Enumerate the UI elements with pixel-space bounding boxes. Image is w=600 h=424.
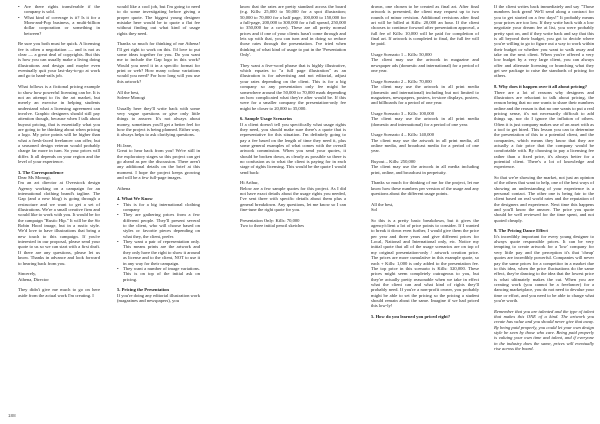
usage-heading: Usage Scenario 1 – Kills: 50,000 [371, 52, 432, 58]
paragraph: If you're doing any editorial illustration work (magazines and newspapers), you [117, 292, 200, 303]
bullet-list [18, 4, 100, 36]
paragraph: The client may use the artwork in all print media (domestic and international) for a period of one year. [371, 116, 479, 127]
paragraph: Solene Monogi [117, 94, 146, 100]
paragraph: drawn, one chosen to be created as final art. After final artwork is presented, the client may request up to two rounds of minor revision. Additional revisions after final art will be billed at Kills: 20,000 an hour. If the client chooses to continue forward after presentation approval, a full fee of Kills: 10,000 will be paid for completion of final art. If artwork is completed to final, the full fee will be paid. [371, 4, 479, 47]
paragraph: If the client writes back immediately and say "Those numbers look great! We'll send along a contract for you to get started on a few days!" It probably means your prices are too low. If they write back with a low negotiate your dream fee at list, you were probably pretty spot on, and if they write back and say that this is all beyond their budget, you got to decide where you're willing to go to figure out a way to work within their budget or whether you want to walk away and take on the next client. When you're offered a very low budget by a very large client, you can always offer and alternate licensing or branching what they get see package to raise the standards of pricing for others. [494, 4, 594, 79]
column-2 [117, 4, 200, 309]
paragraph: Hi Arthur, [240, 180, 259, 186]
list-item: • What kind of coverage is it? Is it for a Mom-and-Pop business, a multi-billion dollar corporation or something in between? [18, 15, 100, 36]
paragraph: The client may use the artwork in all print media, all online media, and broadcast media for a period of one year. [371, 137, 479, 154]
usage-heading: Usage Scenario 3 – Kills: 100,000 [371, 110, 435, 116]
list-item: • This is for a big international clothing company [117, 202, 200, 213]
column-3 [240, 4, 346, 234]
paragraph: Thanks so much for thinking of me Athena! I'll get right to work on this. I'd love to put some ideas together for you. Do you want me to include the Gap logo in this work? Would you need it in a specific format for print or web? How many colour variations would you need? For how long will you use this artwork? [117, 41, 200, 84]
paragraph: So that we're showing the market, not just an opinion of the others that want to help, one of the best ways of showing an understanding of your experience is a personal contact. The other one is being fair to the client based on real world rates and the reputation of the designers and experience. Next time this happens and you'll know the answer. The price you quote should be well reviewed for the time spent, and not quoted cheaply. [494, 175, 594, 223]
paragraph: Below are a few sample quotes for this project. As I did not have exact details about the usage rights you needed, I've sent three with specific details about them plus a general breakdown. Any questions, let me know so I can fine-tune the right quote for you. [240, 185, 346, 213]
paragraph: The client may use the artwork in all print media (domestic and international) including but not limited to magazines, newspapers, posters, in-store displays, posters, and billboards for a period of one year. [371, 84, 479, 106]
paragraph: It's incredibly important for every young designer to always quote responsible prices. It can be very tempting to create artwork for a 'low' company for very little pay and the perception it's that 'cheap' quotes are incredibly powerful. Companies will never pay the same prices for a competitor in a market due to this idea, when the price fluctuations do the same effect, they're dancing to the idea that the lowest price is what ultimately makes the cut. When you are creating work (you cannot be a freelancer) for a dancing marketplace, you do not need to devalue your time or effort, and you need to be able to charge what you're worth. [494, 233, 594, 303]
paragraph: Two to three initial pencil sketches [240, 223, 305, 229]
section-heading: 3. The Correspondence [18, 169, 64, 175]
paragraph: Thanks so much for thinking of me for the project, let me know how these numbers per version of the usage and any questions about the different usage points. [371, 180, 479, 197]
paragraph: They want a five-word phrase that is highly illustrative, which equates to "a full page illustration" as an illustration is for advertising and not editorial, adjust your rates depending on the client. This is for a big company so any presentation only fee might be somewhere around the 50,000 to 70,000 mark depending on how complicated what they're after would be. If this were for a smaller company the presentation-only fee might be closer to 20,000 to 35,000. [240, 62, 346, 111]
page-number: 188 [8, 413, 16, 418]
paragraph: Be sure you both must be quick. A licensing fee is often a negotiation — and is not as clear — a great deal of copyrights. But this is how you can usually make a living doing illustrations and design and maybe even eventually quit your last-day-to-go at work and go to hand-rails job. [18, 41, 100, 79]
paragraph: If a client doesn't tell you specifically what usage rights they need, you should make sure there's a quote that is representative for this situation. I'm definitely going to pay a fee based on the length of time they need it, plus some general examples of what comes with the overall artwork commission. When you send your quotes, it should be broken down, as clearly as possible so there is no confusion as to what the client is paying for in each stage of rights licensing. This would be the quote I would send back: [240, 121, 346, 175]
usage-heading: Buyout – Kills: 250,000 [371, 158, 416, 164]
paragraph: Dear Ms Monogi, [18, 175, 51, 180]
paragraph: Sol [371, 207, 378, 213]
list-item: • They want a pair of representation only. This means prints are the artwork and they only have the right to show it around as license and to the client, NOT to use it in any way for their campaign. [117, 239, 200, 266]
paragraph: The client may use the artwork in all media including print, online, and broadcast in perpetuity. [371, 164, 479, 175]
section-heading: 5. How do you learned you priced right? [371, 313, 451, 319]
paragraph: There are a lot of reasons why designers and illustrators are reluctant to talk about pricing, the reason being that no one wants to share their numbers online and the reason is that no one wants to put a real pricing sense, it's not necessarily difficult to add things up, nor do I ignore the inflation of others. Often it is just company makes use of an asset with as a tool to get hired. This lesson you can to determine the presentation of this to a potential client, and the companies, which means they know that they are actually a fair price that the company would be comfortable with. By choosing to pay a licensing fee rather than a fixed price, it's always better for a potential client. There's a lot of knowledge and experience. [494, 89, 594, 170]
section-heading: 9. The Pricing Dance Effect [494, 228, 548, 234]
paragraph: Presentation Only: Kills: 70,000 [240, 217, 300, 223]
paragraph: They didn't give me much to go on here aside from the actual work I'm creating. I [18, 287, 100, 298]
paragraph: The client may use the artwork in magazine and newspaper ads (domestic and international) for a period of one year. [371, 57, 479, 74]
paragraph: What follows is a fictional pricing example to show how powerful licensing can be. It is not an attempt to fix the art market, but merely an exercise in helping students understand what a licensing agreement can involve. Graphic designers should still pay attention though, because when I talk about buyout pricing, that is essentially what you are going to be thinking about when pricing a logo. My price points will be higher than what a fresh-faced freelancer can offer, but a seasoned design veteran would probably charge far more in turn. So your prices will differ. It all depends on your region and the level of your experience. [18, 84, 100, 164]
paragraph: All the best, [117, 89, 140, 95]
paragraph: Usually here they'll write back with some very vague questions or give only little things to answer. It's not always about money, sometimes you'll get a better feel for how the project is being planned. Either way, it always helps to ask clarifying questions. [117, 105, 201, 138]
list-item: • Are there rights transferable if the company is sold. [18, 4, 100, 15]
list-item: • They want a number of image variations. This is on top of the initial ask on pricing. [117, 266, 200, 282]
paragraph: Hi Jane, [117, 142, 133, 148]
paragraph: would like a cool job, but I'm going to need to do some investigating before giving a proper quote. The biggest young designer mistake here would be to quote a flat fee without finding out what kind of usage rights they need. [117, 4, 200, 36]
paragraph: know that the rates are pretty standard across the board (e.g. Kills: 25,000 to 50,000 for a spot illustration; 50,000 to 70,000 for a half page, 100,000 to 150,000 for a full-page, 200,000 to 300,000 for a full spread, 250,000 to 350,000 for a cover). These are all pretty normal prices and if one of your clients hasn't come through and lets up with that, you can turn and in doing so reduce those rates through the presentation. I've tried when thinking of what kind of usage to put in the 'Presentation Only'. [240, 4, 346, 58]
paragraph: Athena [117, 185, 131, 191]
usage-heading: Usage Scenario 2 – Kills: 70,000 [371, 78, 432, 84]
paragraph: Sincerely, [18, 271, 37, 277]
paragraph: So this is a pretty basic breakdown, but it gives the agency/client a lot of price points to consider. If I wanted to break it down even further, I would give them the price per year and three years and give different prices for Local, National and International only, etc. Notice my initial quote that all of the usage scenarios are on top of my original presentation-only / artwork creation price. The prices are more cumulative in this example quote, so each + Kills: 1,000 is only added to the presentation fee. The top price in this scenario is Kills: 320,000. These prices might seem completely outrageous to you, but they're actually pretty reasonable when we take in effect what the client can and what kind of rights they'll probably need. If you're a non-profit owner, you probably might be able to set the pricing so the pricing a student should remain about the same. Imagine if we had priced this low-ly! [371, 217, 479, 309]
closing-paragraph: Remember that you are talented and the type of talent that makes this ONE of a kind. The artwork you create has value and you should never give that away. By being paid properly, you could let your own design style be seen by those who care. Being paid properly is valuing your own time and talent, and if everyone in the industry does the same, prices will eventually rise across the board. [494, 308, 594, 351]
section-heading: 6. Sample Usage Scenarios [240, 116, 293, 122]
usage-heading: Usage Scenario 4 – Kills: 140,000 [371, 132, 435, 138]
list-item: • They are gathering prices from a few different people. They'll present several to the client, who will choose based on styles or favorite pieces depending on what they, the client, prefer. [117, 212, 200, 239]
paragraph: Athena, Director [18, 276, 49, 282]
bullet-list [117, 202, 200, 282]
paragraph: Great to hear back from you! We're still in the exploratory stages so this project can get go ahead as per the discussion. There aren't any additional details on the brief at this moment. I hope the project keeps growing and will be a few full-page images. [117, 148, 200, 180]
paragraph: I'm an art director at Overstock design Agency working on a campaign for an international clothing brand's tagline. The Gap (and a new blog) is going through a restructure and we want to get a set of illustrations. We're a small creative firm and would like to work with you. It would be for the campaign "Rustic Hip." It will be the Sir Robin Hood image, but in a rustic style. We'd love to have illustrations that bring a new touch to this campaign. If you're interested in our proposal, please send your quote to us so we can start with a first draft. If there are any questions, please let us know. Thanks in advance and look forward to hearing back from you. [18, 180, 100, 266]
section-heading: 4. What We Know [117, 196, 153, 202]
column-1 [18, 4, 100, 303]
section-heading: 5. Pricing the Presentation [117, 287, 169, 293]
paragraph: All the best, [371, 201, 394, 207]
column-4 [371, 4, 479, 319]
section-heading: 8. Why does it happen over it all about pricing? [494, 84, 587, 90]
column-5 [494, 4, 594, 357]
